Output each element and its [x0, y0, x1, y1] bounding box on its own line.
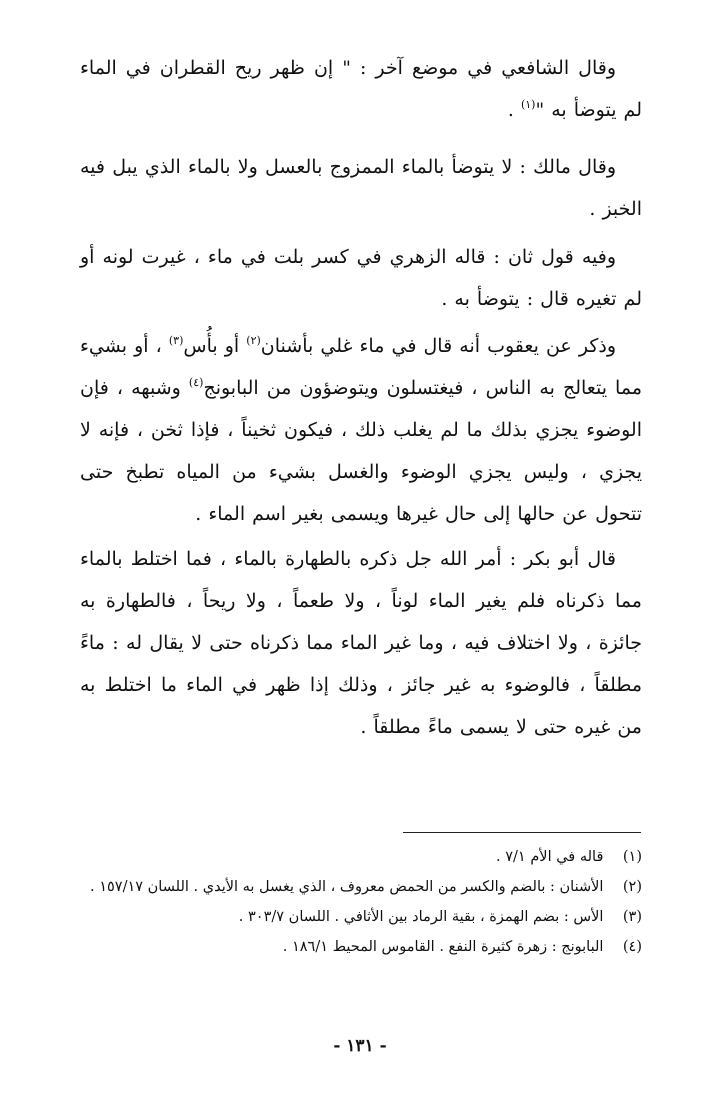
footnote-number: (٣): [622, 909, 642, 925]
paragraph-tail: .: [507, 99, 521, 121]
footnote-item: [80, 932, 642, 962]
paragraph-text-part3: ، أو بشيء مما يتعالج به الناس ، فيغتسلون ويتوضؤون من البابونج: [80, 335, 642, 399]
footnote-ref: (٢): [246, 334, 261, 347]
paragraph-text: وقال مالك : لا يتوضأ بالماء الممزوج بالعسل ولا بالماء الذي يبل فيه الخبز .: [80, 156, 642, 220]
footnote-number: (٤): [622, 939, 642, 955]
paragraph-text-part2: أو بأُس: [183, 335, 247, 357]
paragraph-text: وقال الشافعي في موضع آخر : " إن ظهر ريح القطران في الماء لم يتوضأ به ": [80, 57, 642, 121]
footnote-text: قاله في الأم ٧/١ .: [496, 849, 604, 865]
paragraph-text: قال أبو بكر : أمر الله جل ذكره بالطهارة بالماء ، فما اختلط بالماء مما ذكرناه فلم يغير الماء لوناً ، ولا طعماً ، ولا ريحاً ، فالطهارة به جائزة ، ولا اختلاف فيه ، وما غير الماء مما ذكرناه حتى لا يقال له : ماءً مطلقاً ، فالوضوء به غير جائز ، وذلك إذا ظهر في الماء ما اختلط به من غيره حتى لا يسمى ماءً مطلقاً .: [80, 548, 642, 738]
paragraph-malik: [80, 146, 642, 230]
footnote-item: [80, 842, 642, 872]
paragraph-text-part1: وذكر عن يعقوب أنه قال في ماء غلي بأشنان: [260, 335, 616, 357]
footnote-item: [80, 902, 642, 932]
paragraph-zuhri: [80, 236, 642, 320]
footnote-text: البابونج : زهرة كثيرة النفع . القاموس المحيط ١٨٦/١ .: [282, 939, 604, 955]
paragraph-text: وفيه قول ثان : قاله الزهري في كسر بلت في ماء ، غيرت لونه أو لم تغيره قال : يتوضأ به .: [80, 246, 642, 310]
footnote-text: الأشنان : بالضم والكسر من الحمض معروف ، الذي يغسل به الأيدي . اللسان ١٥٧/١٧ .: [90, 879, 604, 895]
footnote-text: الأس : بضم الهمزة ، بقية الرماد بين الأثافي . اللسان ٣٠٣/٧ .: [238, 909, 604, 925]
footnote-number: (١): [622, 849, 642, 865]
paragraph-text-part4: وشبهه ، فإن الوضوء يجزي بذلك ما لم يغلب ذلك ، فيكون ثخيناً ، فإذا ثخن ، فإنه لا يجزي ، وليس يجزي الوضوء والغسل بشيء من المياه تطبخ حتى تتحول عن حالها إلى حال غيرها ويسمى بغير اسم الماء .: [80, 377, 642, 525]
footnote-ref: (٤): [188, 376, 204, 389]
footnote-item: [80, 872, 642, 902]
footnotes-list: [80, 842, 642, 962]
paragraph-yaqub: [80, 325, 642, 535]
footnote-divider: [403, 832, 641, 833]
footnote-ref: (١): [520, 98, 536, 111]
paragraph-shafii: [80, 47, 642, 131]
footnote-ref: (٣): [168, 334, 184, 347]
footnote-number: (٢): [622, 879, 642, 895]
paragraph-abu-bakr: [80, 538, 642, 748]
page-number: - ١٣١ -: [333, 1036, 387, 1056]
